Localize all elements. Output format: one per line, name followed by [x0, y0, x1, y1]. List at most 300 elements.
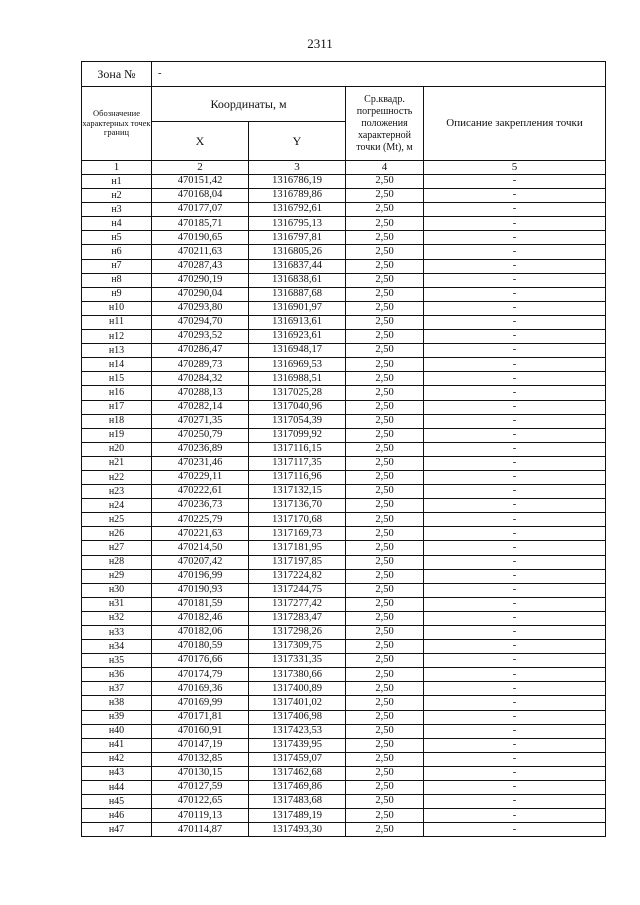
- table-row: [82, 442, 606, 456]
- table-row: [82, 358, 606, 372]
- table-row: [82, 499, 606, 513]
- table-row: [82, 738, 606, 752]
- y-cell: 1317132,15: [249, 485, 346, 499]
- coordinates-header: Координаты, м: [152, 87, 346, 122]
- description-cell: -: [424, 442, 606, 456]
- point-id-cell: н43: [82, 766, 152, 780]
- x-cell: 470293,52: [152, 330, 249, 344]
- table-row: [82, 569, 606, 583]
- table-row: [82, 330, 606, 344]
- x-cell: 470211,63: [152, 245, 249, 259]
- description-cell: -: [424, 372, 606, 386]
- point-id-cell: н7: [82, 259, 152, 273]
- y-cell: 1316887,68: [249, 287, 346, 301]
- table-row: [82, 809, 606, 823]
- point-id-cell: н5: [82, 231, 152, 245]
- y-cell: 1316805,26: [249, 245, 346, 259]
- x-cell: 470132,85: [152, 752, 249, 766]
- y-cell: 1316789,86: [249, 189, 346, 203]
- y-cell: 1317401,02: [249, 696, 346, 710]
- table-row: [82, 527, 606, 541]
- table-row: [82, 654, 606, 668]
- point-id-cell: н37: [82, 682, 152, 696]
- point-id-cell: н32: [82, 611, 152, 625]
- point-id-cell: н31: [82, 597, 152, 611]
- error-cell: 2,50: [346, 273, 424, 287]
- x-cell: 470119,13: [152, 809, 249, 823]
- point-id-cell: н8: [82, 273, 152, 287]
- description-cell: -: [424, 654, 606, 668]
- error-cell: 2,50: [346, 386, 424, 400]
- error-cell: 2,50: [346, 287, 424, 301]
- table-row: [82, 456, 606, 470]
- error-cell: 2,50: [346, 583, 424, 597]
- x-cell: 470174,79: [152, 668, 249, 682]
- x-cell: 470284,32: [152, 372, 249, 386]
- error-cell: 2,50: [346, 766, 424, 780]
- table-row: [82, 513, 606, 527]
- x-cell: 470122,65: [152, 795, 249, 809]
- y-cell: 1317224,82: [249, 569, 346, 583]
- x-cell: 470214,50: [152, 541, 249, 555]
- x-cell: 470182,46: [152, 611, 249, 625]
- description-cell: -: [424, 513, 606, 527]
- table-row: [82, 287, 606, 301]
- y-cell: 1317489,19: [249, 809, 346, 823]
- description-cell: -: [424, 738, 606, 752]
- y-cell: 1316837,44: [249, 259, 346, 273]
- description-cell: -: [424, 795, 606, 809]
- table-row: [82, 344, 606, 358]
- x-cell: 470225,79: [152, 513, 249, 527]
- x-cell: 470286,47: [152, 344, 249, 358]
- table-row: [82, 597, 606, 611]
- y-cell: 1316923,61: [249, 330, 346, 344]
- y-cell: 1317181,95: [249, 541, 346, 555]
- error-cell: 2,50: [346, 752, 424, 766]
- y-cell: 1317439,95: [249, 738, 346, 752]
- y-cell: 1317283,47: [249, 611, 346, 625]
- y-cell: 1317298,26: [249, 626, 346, 640]
- column-number-row: [82, 161, 606, 175]
- x-cell: 470293,80: [152, 301, 249, 315]
- x-cell: 470271,35: [152, 414, 249, 428]
- designation-header: Обозначение характерных точек границ: [82, 87, 152, 161]
- error-cell: 2,50: [346, 231, 424, 245]
- table-row: [82, 485, 606, 499]
- y-cell: 1317099,92: [249, 428, 346, 442]
- x-cell: 470290,19: [152, 273, 249, 287]
- y-cell: 1317054,39: [249, 414, 346, 428]
- error-cell: 2,50: [346, 485, 424, 499]
- description-cell: -: [424, 259, 606, 273]
- point-id-cell: н22: [82, 470, 152, 484]
- table-row: [82, 823, 606, 837]
- x-cell: 470236,73: [152, 499, 249, 513]
- page-number: 2311: [307, 36, 333, 51]
- y-cell: 1316786,19: [249, 175, 346, 189]
- error-cell: 2,50: [346, 372, 424, 386]
- point-id-cell: н11: [82, 315, 152, 329]
- y-cell: 1317169,73: [249, 527, 346, 541]
- error-cell: 2,50: [346, 795, 424, 809]
- point-id-cell: н35: [82, 654, 152, 668]
- y-cell: 1316969,53: [249, 358, 346, 372]
- y-cell: 1317117,35: [249, 456, 346, 470]
- x-cell: 470169,36: [152, 682, 249, 696]
- x-header: X: [152, 122, 249, 161]
- x-cell: 470176,66: [152, 654, 249, 668]
- table-row: [82, 766, 606, 780]
- description-cell: -: [424, 456, 606, 470]
- column-number: 1: [82, 161, 152, 175]
- description-cell: -: [424, 527, 606, 541]
- description-cell: -: [424, 626, 606, 640]
- description-cell: -: [424, 668, 606, 682]
- description-header: Описание закрепления точки: [424, 87, 606, 161]
- y-cell: 1317469,86: [249, 781, 346, 795]
- point-id-cell: н34: [82, 640, 152, 654]
- description-cell: -: [424, 386, 606, 400]
- x-cell: 470114,87: [152, 823, 249, 837]
- header-row-1: [82, 87, 606, 122]
- error-cell: 2,50: [346, 189, 424, 203]
- x-cell: 470290,04: [152, 287, 249, 301]
- description-cell: -: [424, 724, 606, 738]
- error-cell: 2,50: [346, 400, 424, 414]
- y-cell: 1317277,42: [249, 597, 346, 611]
- point-id-cell: н2: [82, 189, 152, 203]
- error-cell: 2,50: [346, 781, 424, 795]
- description-cell: -: [424, 175, 606, 189]
- column-number: 5: [424, 161, 606, 175]
- point-id-cell: н20: [82, 442, 152, 456]
- point-id-cell: н4: [82, 217, 152, 231]
- x-cell: 470171,81: [152, 710, 249, 724]
- x-cell: 470231,46: [152, 456, 249, 470]
- description-cell: -: [424, 823, 606, 837]
- table-header: [82, 62, 606, 175]
- table-row: [82, 795, 606, 809]
- error-cell: 2,50: [346, 203, 424, 217]
- point-id-cell: н26: [82, 527, 152, 541]
- description-cell: -: [424, 696, 606, 710]
- y-cell: 1317116,96: [249, 470, 346, 484]
- y-cell: 1316792,61: [249, 203, 346, 217]
- description-cell: -: [424, 541, 606, 555]
- description-cell: -: [424, 273, 606, 287]
- error-cell: 2,50: [346, 499, 424, 513]
- point-id-cell: н29: [82, 569, 152, 583]
- x-cell: 470289,73: [152, 358, 249, 372]
- error-cell: 2,50: [346, 710, 424, 724]
- x-cell: 470151,42: [152, 175, 249, 189]
- point-id-cell: н10: [82, 301, 152, 315]
- description-cell: -: [424, 428, 606, 442]
- y-cell: 1317170,68: [249, 513, 346, 527]
- table-row: [82, 175, 606, 189]
- point-id-cell: н6: [82, 245, 152, 259]
- point-id-cell: н42: [82, 752, 152, 766]
- point-id-cell: н17: [82, 400, 152, 414]
- x-cell: 470130,15: [152, 766, 249, 780]
- point-id-cell: н39: [82, 710, 152, 724]
- description-cell: -: [424, 583, 606, 597]
- y-cell: 1316795,13: [249, 217, 346, 231]
- table-row: [82, 259, 606, 273]
- error-cell: 2,50: [346, 738, 424, 752]
- description-cell: -: [424, 485, 606, 499]
- x-cell: 470182,06: [152, 626, 249, 640]
- error-cell: 2,50: [346, 569, 424, 583]
- point-id-cell: н18: [82, 414, 152, 428]
- error-cell: 2,50: [346, 217, 424, 231]
- point-id-cell: н27: [82, 541, 152, 555]
- coordinates-table: [81, 61, 606, 837]
- zone-value: -: [152, 62, 606, 87]
- point-id-cell: н47: [82, 823, 152, 837]
- description-cell: -: [424, 640, 606, 654]
- x-cell: 470229,11: [152, 470, 249, 484]
- point-id-cell: н41: [82, 738, 152, 752]
- table-row: [82, 555, 606, 569]
- x-cell: 470196,99: [152, 569, 249, 583]
- table-row: [82, 217, 606, 231]
- table-row: [82, 640, 606, 654]
- y-cell: 1316838,61: [249, 273, 346, 287]
- description-cell: -: [424, 189, 606, 203]
- x-cell: 470177,07: [152, 203, 249, 217]
- description-cell: -: [424, 358, 606, 372]
- description-cell: -: [424, 217, 606, 231]
- y-cell: 1317483,68: [249, 795, 346, 809]
- x-cell: 470169,99: [152, 696, 249, 710]
- y-cell: 1317423,53: [249, 724, 346, 738]
- point-id-cell: н21: [82, 456, 152, 470]
- description-cell: -: [424, 682, 606, 696]
- x-cell: 470168,04: [152, 189, 249, 203]
- x-cell: 470287,43: [152, 259, 249, 273]
- error-cell: 2,50: [346, 555, 424, 569]
- description-cell: -: [424, 315, 606, 329]
- y-cell: 1317116,15: [249, 442, 346, 456]
- y-cell: 1317406,98: [249, 710, 346, 724]
- description-cell: -: [424, 611, 606, 625]
- x-cell: 470147,19: [152, 738, 249, 752]
- error-cell: 2,50: [346, 414, 424, 428]
- column-number: 4: [346, 161, 424, 175]
- y-cell: 1317136,70: [249, 499, 346, 513]
- table-row: [82, 781, 606, 795]
- table-row: [82, 710, 606, 724]
- x-cell: 470294,70: [152, 315, 249, 329]
- table-row: [82, 315, 606, 329]
- point-id-cell: н36: [82, 668, 152, 682]
- error-cell: 2,50: [346, 175, 424, 189]
- y-cell: 1316948,17: [249, 344, 346, 358]
- y-cell: 1317309,75: [249, 640, 346, 654]
- y-cell: 1316901,97: [249, 301, 346, 315]
- error-cell: 2,50: [346, 301, 424, 315]
- point-id-cell: н30: [82, 583, 152, 597]
- x-cell: 470190,65: [152, 231, 249, 245]
- x-cell: 470236,89: [152, 442, 249, 456]
- table-body: [82, 175, 606, 837]
- point-id-cell: н14: [82, 358, 152, 372]
- table-row: [82, 583, 606, 597]
- x-cell: 470288,13: [152, 386, 249, 400]
- y-cell: 1317244,75: [249, 583, 346, 597]
- point-id-cell: н28: [82, 555, 152, 569]
- point-id-cell: н1: [82, 175, 152, 189]
- point-id-cell: н23: [82, 485, 152, 499]
- point-id-cell: н19: [82, 428, 152, 442]
- description-cell: -: [424, 470, 606, 484]
- description-cell: -: [424, 710, 606, 724]
- description-cell: -: [424, 569, 606, 583]
- point-id-cell: н13: [82, 344, 152, 358]
- table-row: [82, 301, 606, 315]
- error-cell: 2,50: [346, 696, 424, 710]
- x-cell: 470221,63: [152, 527, 249, 541]
- x-cell: 470222,61: [152, 485, 249, 499]
- description-cell: -: [424, 597, 606, 611]
- point-id-cell: н16: [82, 386, 152, 400]
- table-row: [82, 273, 606, 287]
- point-id-cell: н15: [82, 372, 152, 386]
- x-cell: 470185,71: [152, 217, 249, 231]
- table-row: [82, 386, 606, 400]
- error-cell: 2,50: [346, 358, 424, 372]
- error-cell: 2,50: [346, 640, 424, 654]
- table-row: [82, 470, 606, 484]
- y-cell: 1317459,07: [249, 752, 346, 766]
- description-cell: -: [424, 752, 606, 766]
- point-id-cell: н40: [82, 724, 152, 738]
- point-id-cell: н12: [82, 330, 152, 344]
- description-cell: -: [424, 400, 606, 414]
- description-cell: -: [424, 245, 606, 259]
- y-cell: 1317040,96: [249, 400, 346, 414]
- point-id-cell: н9: [82, 287, 152, 301]
- x-cell: 470190,93: [152, 583, 249, 597]
- y-cell: 1317462,68: [249, 766, 346, 780]
- error-cell: 2,50: [346, 330, 424, 344]
- error-cell: 2,50: [346, 541, 424, 555]
- error-header: Ср.квадр. погрешность положения характерной точки (Mt), м: [346, 87, 424, 161]
- x-cell: 470180,59: [152, 640, 249, 654]
- error-cell: 2,50: [346, 442, 424, 456]
- y-cell: 1317331,35: [249, 654, 346, 668]
- error-cell: 2,50: [346, 724, 424, 738]
- x-cell: 470160,91: [152, 724, 249, 738]
- error-cell: 2,50: [346, 654, 424, 668]
- table-row: [82, 724, 606, 738]
- table-row: [82, 189, 606, 203]
- error-cell: 2,50: [346, 823, 424, 837]
- table-row: [82, 400, 606, 414]
- error-cell: 2,50: [346, 456, 424, 470]
- column-number: 3: [249, 161, 346, 175]
- point-id-cell: н3: [82, 203, 152, 217]
- column-number: 2: [152, 161, 249, 175]
- description-cell: -: [424, 287, 606, 301]
- error-cell: 2,50: [346, 315, 424, 329]
- error-cell: 2,50: [346, 682, 424, 696]
- point-id-cell: н45: [82, 795, 152, 809]
- table-row: [82, 203, 606, 217]
- error-cell: 2,50: [346, 597, 424, 611]
- point-id-cell: н24: [82, 499, 152, 513]
- zone-label: Зона №: [82, 62, 152, 87]
- description-cell: -: [424, 330, 606, 344]
- zone-row: [82, 62, 606, 87]
- error-cell: 2,50: [346, 344, 424, 358]
- y-cell: 1316797,81: [249, 231, 346, 245]
- y-cell: 1317400,89: [249, 682, 346, 696]
- error-cell: 2,50: [346, 428, 424, 442]
- y-cell: 1317380,66: [249, 668, 346, 682]
- y-cell: 1316913,61: [249, 315, 346, 329]
- table-row: [82, 626, 606, 640]
- description-cell: -: [424, 203, 606, 217]
- point-id-cell: н46: [82, 809, 152, 823]
- y-cell: 1317025,28: [249, 386, 346, 400]
- x-cell: 470282,14: [152, 400, 249, 414]
- table-row: [82, 231, 606, 245]
- table-row: [82, 752, 606, 766]
- table-row: [82, 611, 606, 625]
- description-cell: -: [424, 555, 606, 569]
- error-cell: 2,50: [346, 245, 424, 259]
- error-cell: 2,50: [346, 527, 424, 541]
- error-cell: 2,50: [346, 668, 424, 682]
- table-row: [82, 428, 606, 442]
- table-row: [82, 682, 606, 696]
- table-row: [82, 245, 606, 259]
- y-cell: 1316988,51: [249, 372, 346, 386]
- x-cell: 470207,42: [152, 555, 249, 569]
- description-cell: -: [424, 231, 606, 245]
- error-cell: 2,50: [346, 513, 424, 527]
- table-row: [82, 541, 606, 555]
- description-cell: -: [424, 301, 606, 315]
- table-row: [82, 668, 606, 682]
- error-cell: 2,50: [346, 259, 424, 273]
- point-id-cell: н38: [82, 696, 152, 710]
- description-cell: -: [424, 809, 606, 823]
- y-cell: 1317197,85: [249, 555, 346, 569]
- table-row: [82, 372, 606, 386]
- description-cell: -: [424, 766, 606, 780]
- y-cell: 1317493,30: [249, 823, 346, 837]
- y-header: Y: [249, 122, 346, 161]
- error-cell: 2,50: [346, 626, 424, 640]
- point-id-cell: н44: [82, 781, 152, 795]
- table-row: [82, 414, 606, 428]
- error-cell: 2,50: [346, 470, 424, 484]
- point-id-cell: н25: [82, 513, 152, 527]
- description-cell: -: [424, 414, 606, 428]
- x-cell: 470181,59: [152, 597, 249, 611]
- x-cell: 470250,79: [152, 428, 249, 442]
- error-cell: 2,50: [346, 809, 424, 823]
- point-id-cell: н33: [82, 626, 152, 640]
- description-cell: -: [424, 781, 606, 795]
- description-cell: -: [424, 344, 606, 358]
- x-cell: 470127,59: [152, 781, 249, 795]
- error-cell: 2,50: [346, 611, 424, 625]
